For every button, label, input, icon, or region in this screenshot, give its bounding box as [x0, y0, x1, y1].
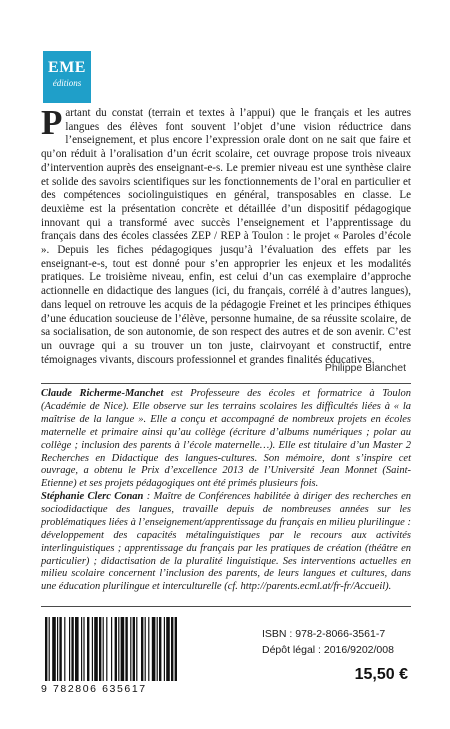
barcode-bar [136, 617, 137, 681]
barcode-bar [166, 617, 170, 681]
barcode-bar [64, 617, 65, 681]
barcode-bar [121, 617, 125, 681]
author-bio-1 [41, 388, 411, 491]
barcode-bar [103, 617, 104, 681]
barcode-bar [141, 617, 143, 681]
author-bio-text-2: : Maître de Conférences habilitée à diriger des recherches en sociodidactique des langues, travaille depuis de nombreuses années sur les problématiques liées à l’enseignement/apprentissage du français en milieu plurilingue : développement des capacités métalinguistiques par le recours aux activités interlinguistiques ; apprentissage du français par les pratiques de création (théâtre en particulier) ; didactisation de la pluralité linguistique. Ses interventions actuelles en milieu scolaire concernent l’inclusion des parents, de leurs langues et cultures, dans une éducation plurilingue et interculturelle (cf. http://parents.ecml.at/fr-fr/Accueil). [41, 491, 411, 593]
author-bio-text-1: est Professeure des écoles et formatrice à Toulon (Académie de Nice). Elle observe sur les terrains scolaires les difficultés liées à « la maîtrise de la langue ». Elle a conçu et accompagné de nombreux projets en écoles maternelle et primaire ainsi qu’au collège (écriture d’albums numériques ; polar au collège ; inclusion des parents à l’école maternelle…). Elle est titulaire d’un Master 2 Recherches en Didactique des langues-cultures. Son mémoire, dont s’inspire cet ouvrage, a obtenu le Prix d’excellence 2013 de l’Université Jean Monnet (Saint-Etienne) et ses projets pédagogiques ont été primés plusieurs fois. [41, 388, 411, 490]
barcode-bar [115, 617, 117, 681]
summary-text: artant du constat (terrain et textes à l’appui) que le français et les autres langues des élèves font souvent l’objet d’une vision réductrice dans l’enseignement, et plus encore l’expression orale dont on ne sait que faire et qu’on réduit à l’oralisation d’un écrit scolaire, cet ouvrage propose trois niveaux d’intervention auprès des enseignant-e-s. Le premier niveau est une synthèse claire et solide des savoirs scientifiques sur les fonctionnements de l’oral en particulier et des compétences sociolinguistiques en général, transposables en classe. Le deuxième est la présentation concrète et détaillée d’un dispositif pédagogique innovant qui a transformé avec succès l’enseignement et l’apprentissage du français dans des écoles classées ZEP / REP à Toulon : le projet « Paroles d’école ». Depuis les fiches pédagogiques jusqu’à l’évaluation des effets par les enseignant-e-s, tout est donné pour s’en approprier les enjeux et les modalités pratiques. Le troisième niveau, enfin, est celui d’un cas exemplaire d’approche actionnelle en didactique des langues (ici, du français, corrélé à d’autres langues), dans lequel on retrouve les acquis de la pédagogie Freinet et les principes éthiques d’une éducation soucieuse de l’élève, personne humaine, de sa réussite scolaire, de sa socialisation, de son autonomie, de son respect des autres et de son avenir. C’est un ouvrage qui a su trouver un ton juste, clairvoyant et constructif, entre témoignages vivants, discours professionnel et grandes finalités éducatives. [41, 107, 411, 366]
barcode-bar [45, 617, 47, 681]
legal-deposit: Dépôt légal : 2016/9202/008 [262, 644, 394, 656]
barcode-bar [59, 617, 61, 681]
author-name-1: Claude Richerme-Manchet [41, 388, 164, 399]
barcode-bar [106, 617, 107, 681]
barcode-bar [99, 617, 101, 681]
barcode-bar [171, 617, 173, 681]
barcode-bar [69, 617, 70, 681]
barcode-bar [175, 617, 177, 681]
barcode-bar [118, 617, 119, 681]
barcode [41, 617, 226, 685]
barcode-bar [157, 617, 158, 681]
barcode-bar [49, 617, 50, 681]
barcode-bar [145, 617, 146, 681]
barcode-digits: 9 782806 635617 [41, 683, 147, 695]
summary-signature: Philippe Blanchet [324, 362, 406, 374]
barcode-bar [130, 617, 131, 681]
barcode-bar [52, 617, 56, 681]
barcode-bar [83, 617, 84, 681]
barcode-bar [148, 617, 149, 681]
barcode-bar [111, 617, 112, 681]
isbn: ISBN : 978-2-8066-3561-7 [262, 628, 386, 640]
barcode-bar [125, 617, 127, 681]
publisher-logo [43, 51, 91, 103]
barcode-bar [57, 617, 58, 681]
barcode-bar [75, 617, 79, 681]
barcode-bar [81, 617, 82, 681]
barcode-bar [159, 617, 161, 681]
price: 15,50 € [354, 666, 408, 683]
barcode-bar [164, 617, 165, 681]
barcode-bar [71, 617, 73, 681]
author-name-2: Stéphanie Clerc Conan [41, 491, 144, 502]
bottom-divider [41, 606, 411, 607]
barcode-bar [94, 617, 98, 681]
barcode-bar [152, 617, 156, 681]
barcode-bar [87, 617, 89, 681]
logo-text-top: EME [48, 59, 86, 76]
logo-text-bottom: éditions [52, 78, 82, 88]
top-divider [41, 383, 411, 384]
summary-paragraph [41, 103, 411, 367]
drop-cap: P [41, 103, 63, 142]
author-bio-2 [41, 491, 411, 594]
barcode-image [41, 617, 226, 685]
barcode-bar [133, 617, 135, 681]
barcode-bar [92, 617, 93, 681]
